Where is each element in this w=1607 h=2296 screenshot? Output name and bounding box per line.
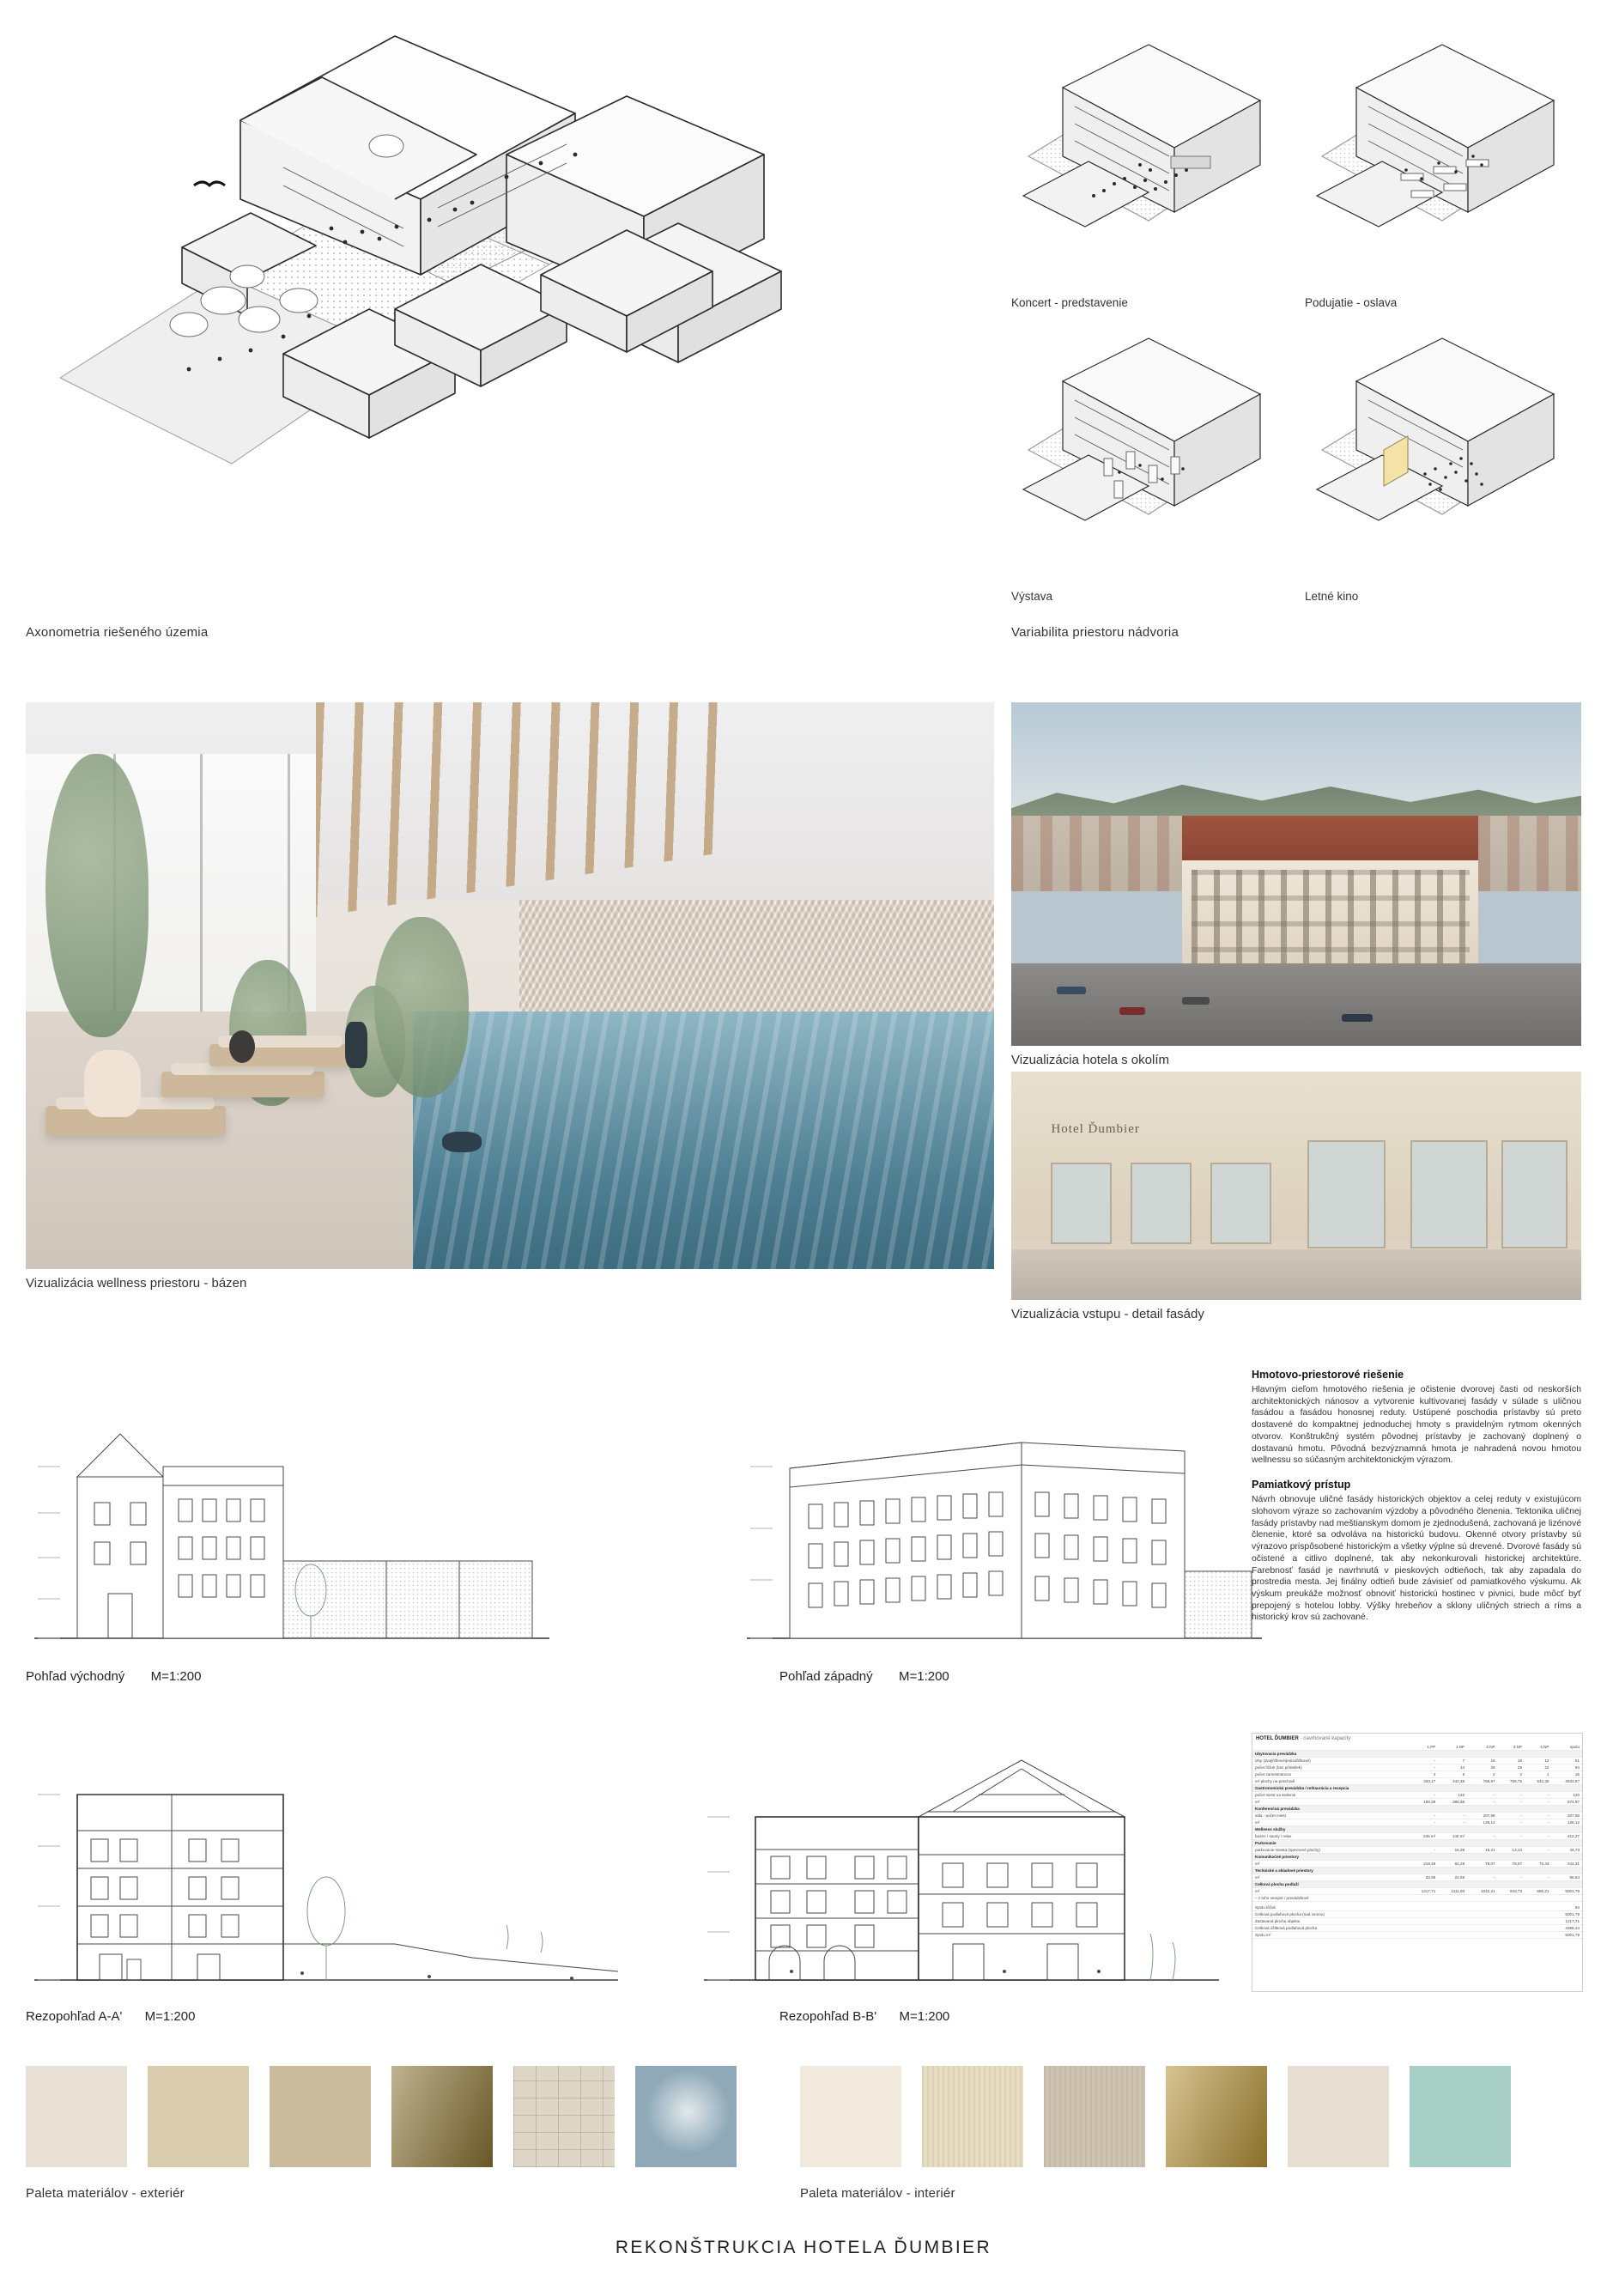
elevation-west-drawing xyxy=(738,1365,1270,1661)
table-cell: 15,21 xyxy=(1467,1847,1497,1854)
table-cell: m² xyxy=(1252,1888,1408,1895)
section-aa-drawing xyxy=(26,1734,627,2001)
section-aa-caption xyxy=(26,2009,195,2024)
material-swatch-mint-akcent xyxy=(1410,2066,1511,2167)
table-cell: Celková plocha podlaží xyxy=(1252,1881,1408,1888)
table-cell xyxy=(1551,1785,1582,1792)
table-row xyxy=(1252,1785,1582,1792)
table-cell xyxy=(1525,1881,1551,1888)
table-cell: parkovacie miesta (spevnené plochy) xyxy=(1252,1847,1408,1854)
car xyxy=(1119,1007,1145,1015)
table-cell: Komunikačné priestory xyxy=(1252,1854,1408,1861)
table-cell: 686,21 xyxy=(1525,1888,1551,1895)
table-cell: 759,75 xyxy=(1498,1778,1525,1785)
section-body-hmotovo: Hlavným cieľom hmotového riešenia je očistenie dvorovej časti od neskorších architektonických nánosov a vytvorenie kultivovanej fasády v súlade s uličnou fasádou a fasádou honosnej reduty. Ustúpené poschodia prístavby sú preto dostavené do kompaktnej jednoduchej hmoty s pravidelným rytmom okenných otvorov. Konštrukčný systém pôvodnej prístavby je zachovaný doplnený o dostavanú hmotu. Pôvodná bezvýznamná hmota je nahradená novou hmotou wellnessu so súčasným architektonickým výrazom. xyxy=(1252,1385,1581,1466)
elevation-east-svg xyxy=(26,1365,558,1661)
table-cell: 29 xyxy=(1467,1765,1497,1771)
table-cell: - xyxy=(1498,1833,1525,1840)
table-cell xyxy=(1438,1881,1467,1888)
car xyxy=(1057,987,1086,994)
table-cell: 1217,71 xyxy=(1408,1888,1438,1895)
table-column-header: 1.PP xyxy=(1408,1744,1438,1751)
variability-caption: Variabilita priestoru nádvoria xyxy=(1011,625,1179,640)
window xyxy=(1210,1163,1270,1243)
material-swatch-omietka-bez xyxy=(270,2066,371,2167)
summary-value: 94 xyxy=(1514,1904,1582,1911)
material-swatch-textil-bez xyxy=(1044,2066,1145,2167)
variant-thumb xyxy=(1305,319,1581,580)
person-figure xyxy=(345,1022,367,1068)
table-cell: 128,12 xyxy=(1551,1819,1582,1826)
table-cell xyxy=(1525,1854,1551,1861)
person-figure xyxy=(229,1030,255,1063)
table-cell xyxy=(1408,1826,1438,1833)
table-cell: 128,12 xyxy=(1467,1819,1497,1826)
table-cell: 207,58 xyxy=(1467,1813,1497,1819)
table-summary xyxy=(1252,1904,1582,1939)
table-row xyxy=(1252,1758,1582,1765)
variant-thumb xyxy=(1305,26,1581,287)
table-cell: 542,30 xyxy=(1525,1778,1551,1785)
table-cell: izby (dvojlôžkové/jednolôžkové) xyxy=(1252,1758,1408,1765)
caption-scale: M=1:200 xyxy=(898,1669,949,1684)
table-cell xyxy=(1498,1840,1525,1847)
section-body-pamiatkovy: Návrh obnovuje uličné fasády historických objektov a celej reduty v existujúcom slohovom výraze so zachovaním výzdoby a pôvodného členenia. Tektonika uličnej fasády prístavby nad meštianskym domom je zjednodušená, zachovaná je lizénové členenie, ktoré sa odvoláva na historickú budovu. Okenné otvory prístavby sú výrazovo prispôsobené historickým a všetky výplne sú drevené. Dvorové fasády sú očistené a citlivo doplnené, tak aby nekonkurovali historickej architektúre. Farebnosť fasád je navrhnutá v pieskových odtieňoch, tak aby zapadala do prostredia mesta. Jej finálny odtieň bude závisieť od pamiatkového výskumu. Ak výskum preukáže možnosť obnoviť historickú hostinec v pivnici, bude môcť byť prepojený s hotelou lobby. Výšky hrebeňov a sklony uličných striech a ríms a historický krov sú zachované. xyxy=(1252,1495,1581,1623)
table-cell: - xyxy=(1525,1833,1551,1840)
caption-text: Pohľad východný xyxy=(26,1669,125,1684)
table-row xyxy=(1252,1799,1582,1806)
table-cell xyxy=(1438,1826,1467,1833)
caption-scale: M=1:200 xyxy=(899,2009,950,2024)
window xyxy=(1410,1140,1488,1248)
palette-interior-caption: Paleta materiálov - interiér xyxy=(800,2186,955,2201)
table-cell: 51 xyxy=(1551,1758,1582,1765)
table-cell xyxy=(1525,1840,1551,1847)
table-cell xyxy=(1551,1840,1582,1847)
table-cell: 16,38 xyxy=(1438,1847,1467,1854)
wellness-render xyxy=(26,702,994,1269)
table-cell: - xyxy=(1525,1819,1551,1826)
table-row xyxy=(1252,1792,1582,1799)
table-header-row xyxy=(1252,1744,1582,1751)
variant-letne-kino xyxy=(1305,319,1581,603)
table-cell: Technické a skladové priestory xyxy=(1252,1868,1408,1874)
table-cell: 44,73 xyxy=(1551,1847,1582,1854)
table-cell: počet zamestnancov xyxy=(1252,1771,1408,1778)
variant-label: Podujatie - oslava xyxy=(1305,296,1398,309)
table-cell xyxy=(1408,1854,1438,1861)
table-cell xyxy=(1551,1895,1582,1902)
table-cell xyxy=(1467,1751,1497,1758)
table-summary-row xyxy=(1252,1911,1582,1918)
table-cell xyxy=(1525,1895,1551,1902)
caption-text: Rezopohľad A-A' xyxy=(26,2009,123,2024)
table-cell: 442,48 xyxy=(1438,1778,1467,1785)
table-cell: - xyxy=(1408,1758,1438,1765)
table-row xyxy=(1252,1888,1582,1895)
hotel-roof xyxy=(1182,816,1478,864)
axonometry-drawing xyxy=(26,17,1004,618)
table-column-header: 2.NP xyxy=(1467,1744,1497,1751)
table-cell xyxy=(1551,1881,1582,1888)
variant-svg xyxy=(1305,26,1581,287)
table-cell xyxy=(1551,1751,1582,1758)
section-heading-pamiatkovy: Pamiatkový prístup xyxy=(1252,1479,1351,1491)
table-cell: 22,66 xyxy=(1438,1874,1467,1881)
table-cell: m² xyxy=(1252,1799,1408,1806)
section-heading-hmotovo: Hmotovo-priestorové riešenie xyxy=(1252,1369,1404,1381)
table-cell: - xyxy=(1408,1813,1438,1819)
table-cell xyxy=(1498,1895,1525,1902)
table-cell: Konferenčná prevádzka xyxy=(1252,1806,1408,1813)
table-row xyxy=(1252,1874,1582,1881)
table-summary-row xyxy=(1252,1918,1582,1925)
table-row xyxy=(1252,1813,1582,1819)
table-cell xyxy=(1408,1751,1438,1758)
caption-scale: M=1:200 xyxy=(150,1669,202,1684)
table-cell xyxy=(1551,1868,1582,1874)
table-cell: - xyxy=(1408,1792,1438,1799)
table-cell xyxy=(1551,1826,1582,1833)
table-column-header: spolu xyxy=(1551,1744,1582,1751)
table-row xyxy=(1252,1840,1582,1847)
table-cell: - xyxy=(1525,1813,1551,1819)
table-cell: - xyxy=(1525,1792,1551,1799)
swimming-pool xyxy=(413,1011,994,1269)
caption-scale: M=1:200 xyxy=(144,2009,196,2024)
swimmer-figure xyxy=(442,1132,482,1152)
table-summary-row xyxy=(1252,1925,1582,1932)
axonometry-caption: Axonometria riešeného územia xyxy=(26,625,209,640)
table-row xyxy=(1252,1868,1582,1874)
elevation-west-svg xyxy=(738,1365,1270,1661)
table-cell xyxy=(1498,1854,1525,1861)
table-cell: - xyxy=(1498,1874,1525,1881)
table-cell xyxy=(1408,1895,1438,1902)
summary-value: 1217,71 xyxy=(1514,1918,1582,1925)
table-cell: 140 m² xyxy=(1438,1833,1467,1840)
table-cell: m² xyxy=(1252,1874,1408,1881)
table-cell: - xyxy=(1498,1792,1525,1799)
table-cell: 768,97 xyxy=(1467,1778,1497,1785)
table-cell: - xyxy=(1438,1813,1467,1819)
caption-text: Rezopohľad B-B' xyxy=(779,2009,877,2024)
table-cell: Parkovanie xyxy=(1252,1840,1408,1847)
elevation-east-caption xyxy=(26,1669,201,1684)
table-cell: 4 xyxy=(1408,1771,1438,1778)
table-cell: - xyxy=(1467,1792,1497,1799)
variant-svg xyxy=(1011,319,1288,580)
table-cell: 511,31 xyxy=(1551,1861,1582,1868)
table-cell: m² xyxy=(1252,1861,1408,1868)
table-cell: 386,58 xyxy=(1438,1799,1467,1806)
table-cell xyxy=(1498,1826,1525,1833)
window xyxy=(1501,1140,1568,1248)
summary-value: 5001,79 xyxy=(1514,1932,1582,1939)
table-cell: - xyxy=(1525,1874,1551,1881)
variant-label: Letné kino xyxy=(1305,590,1359,603)
table-cell: 1042,21 xyxy=(1467,1888,1497,1895)
table-cell: 72,43 xyxy=(1525,1861,1551,1868)
table-cell xyxy=(1408,1806,1438,1813)
context-render xyxy=(1011,702,1581,1046)
summary-label: Spolu m² xyxy=(1252,1932,1514,1939)
table-row xyxy=(1252,1895,1582,1902)
table-row xyxy=(1252,1819,1582,1826)
table-cell: 32,98 xyxy=(1408,1874,1438,1881)
table-cell: - xyxy=(1467,1799,1497,1806)
car xyxy=(1182,997,1210,1005)
table-cell xyxy=(1408,1840,1438,1847)
table-rows xyxy=(1252,1751,1582,1902)
plant-icon xyxy=(374,917,469,1097)
variant-thumb xyxy=(1011,319,1288,580)
window xyxy=(1307,1140,1385,1248)
table-title xyxy=(1252,1734,1582,1744)
table-cell: 16 xyxy=(1467,1758,1497,1765)
table-cell xyxy=(1467,1895,1497,1902)
table-cell: 64,28 xyxy=(1438,1861,1467,1868)
street xyxy=(1011,963,1581,1046)
palette-exterior-caption: Paleta materiálov - exteriér xyxy=(26,2186,185,2201)
table-cell: 2833,67 xyxy=(1551,1778,1582,1785)
section-bb-svg xyxy=(695,1734,1228,2001)
window xyxy=(1051,1163,1111,1243)
car xyxy=(1342,1014,1373,1022)
table-cell: 236 m² xyxy=(1408,1833,1438,1840)
variant-thumb xyxy=(1011,26,1288,287)
table-cell: m² plochy na poschodí xyxy=(1252,1778,1408,1785)
table-cell xyxy=(1408,1868,1438,1874)
material-swatch-kamen-biely xyxy=(1288,2066,1389,2167)
capacity-table xyxy=(1252,1733,1583,1992)
table-subtitle: - navrhované kapacity xyxy=(1300,1736,1351,1741)
table-cell: 55,64 xyxy=(1551,1874,1582,1881)
table-cell: 1 xyxy=(1525,1771,1551,1778)
table-cell xyxy=(1467,1806,1497,1813)
table-cell xyxy=(1498,1751,1525,1758)
hotel-facade xyxy=(1182,860,1478,974)
table-cell: - xyxy=(1467,1833,1497,1840)
table-cell: - xyxy=(1498,1819,1525,1826)
table-column-header: 1.NP xyxy=(1438,1744,1467,1751)
table-row xyxy=(1252,1881,1582,1888)
summary-value: 4389,44 xyxy=(1514,1925,1582,1932)
entry-detail-render xyxy=(1011,1072,1581,1300)
table-cell xyxy=(1467,1881,1497,1888)
table-row xyxy=(1252,1854,1582,1861)
table-cell: 94 xyxy=(1551,1765,1582,1771)
table-cell: Ubytovacia prevádzka xyxy=(1252,1751,1408,1758)
hotel-signage: Hotel Ďumbier xyxy=(1051,1121,1140,1136)
variant-label: Výstava xyxy=(1011,590,1053,603)
table-row xyxy=(1252,1806,1582,1813)
material-swatch-omietka-krem xyxy=(800,2066,901,2167)
table-cell: - xyxy=(1408,1819,1438,1826)
table-cell: m² xyxy=(1252,1819,1408,1826)
table-cell: - xyxy=(1408,1847,1438,1854)
material-swatch-omietka-svetla xyxy=(26,2066,127,2167)
material-swatch-drevo-svetle xyxy=(922,2066,1023,2167)
table-cell xyxy=(1525,1868,1551,1874)
table-cell: 29 xyxy=(1498,1765,1525,1771)
table-cell xyxy=(1438,1854,1467,1861)
table-cell: 207,58 xyxy=(1551,1813,1582,1819)
table-cell: - xyxy=(1525,1799,1551,1806)
table-cell xyxy=(1525,1826,1551,1833)
table-cell: 22 xyxy=(1525,1765,1551,1771)
table-cell xyxy=(1408,1785,1438,1792)
table-row xyxy=(1252,1826,1582,1833)
table-cell: 7 xyxy=(1438,1758,1467,1765)
material-swatch-mosadz xyxy=(1166,2066,1267,2167)
table-cell: počet miest na sedenie xyxy=(1252,1792,1408,1799)
variant-podujatie xyxy=(1305,26,1581,309)
table-cell xyxy=(1438,1806,1467,1813)
table-cell: sála - počet miest xyxy=(1252,1813,1408,1819)
axonometry-svg xyxy=(26,17,1004,618)
section-bb-caption xyxy=(779,2009,949,2024)
section-bb-drawing xyxy=(695,1734,1228,2001)
table-cell: 13,14 xyxy=(1498,1847,1525,1854)
table-row xyxy=(1252,1778,1582,1785)
pavement xyxy=(1011,1249,1581,1300)
table-cell xyxy=(1467,1840,1497,1847)
elevation-west-caption xyxy=(779,1669,949,1684)
variant-svg xyxy=(1011,26,1288,287)
table-cell xyxy=(1438,1785,1467,1792)
variant-svg xyxy=(1305,319,1581,580)
table-cell xyxy=(1438,1840,1467,1847)
table-summary-row xyxy=(1252,1932,1582,1939)
table-cell: 218,46 xyxy=(1408,1861,1438,1868)
table-cell: 574,97 xyxy=(1551,1799,1582,1806)
material-swatch-sklo-modre xyxy=(635,2066,737,2167)
table-cell: 320,17 xyxy=(1408,1778,1438,1785)
section-aa-svg xyxy=(26,1734,627,2001)
table-row xyxy=(1252,1765,1582,1771)
lounger xyxy=(161,1072,324,1097)
material-swatch-kamen-travertin xyxy=(513,2066,615,2167)
variant-label: Koncert - predstavenie xyxy=(1011,296,1128,309)
table-cell xyxy=(1498,1868,1525,1874)
table-cell xyxy=(1525,1785,1551,1792)
table-column-header: 3.NP xyxy=(1498,1744,1525,1751)
material-swatch-kov-bronz xyxy=(391,2066,493,2167)
elevation-east-drawing xyxy=(26,1365,558,1661)
table-cell: 2 xyxy=(1467,1771,1497,1778)
table-row xyxy=(1252,1833,1582,1840)
table-cell: 78,07 xyxy=(1498,1861,1525,1868)
summary-label: Spolu lôžok xyxy=(1252,1904,1514,1911)
table-cell: - xyxy=(1498,1799,1525,1806)
table-cell: 12 xyxy=(1525,1758,1551,1765)
table-cell: 943,73 xyxy=(1498,1888,1525,1895)
table-cell: 16 xyxy=(1498,1758,1525,1765)
table-cell: 2 xyxy=(1498,1771,1525,1778)
window xyxy=(1131,1163,1191,1243)
table-body xyxy=(1252,1744,1582,1902)
table-cell xyxy=(1467,1868,1497,1874)
table-row xyxy=(1252,1771,1582,1778)
wellness-render-caption: Vizualizácia wellness priestoru - bázen xyxy=(26,1276,247,1291)
table-cell xyxy=(1525,1806,1551,1813)
table-cell xyxy=(1498,1785,1525,1792)
table-cell: 412,27 xyxy=(1551,1833,1582,1840)
table-cell: - xyxy=(1438,1819,1467,1826)
summary-value: 5001,79 xyxy=(1514,1911,1582,1918)
description-text-block xyxy=(1252,1369,1581,1636)
table-cell xyxy=(1438,1895,1467,1902)
table-cell: 120 xyxy=(1551,1792,1582,1799)
table-cell: 15 xyxy=(1551,1771,1582,1778)
table-cell: – z toho verejné / prevádzkové xyxy=(1252,1895,1408,1902)
material-swatch-omietka-piesok xyxy=(148,2066,249,2167)
table-cell xyxy=(1498,1806,1525,1813)
table-cell xyxy=(1525,1751,1551,1758)
table-column-header xyxy=(1252,1744,1408,1751)
table-cell: - xyxy=(1498,1813,1525,1819)
table-cell: počet lôžok (bez prísteliek) xyxy=(1252,1765,1408,1771)
table-cell xyxy=(1467,1785,1497,1792)
table-cell: - xyxy=(1467,1874,1497,1881)
table-cell xyxy=(1438,1868,1467,1874)
summary-label: Celková podlahová plocha (nad zemou) xyxy=(1252,1911,1514,1918)
table-cell xyxy=(1408,1881,1438,1888)
variant-koncert xyxy=(1011,26,1288,309)
table-cell xyxy=(1498,1881,1525,1888)
table-cell xyxy=(1438,1751,1467,1758)
table-row xyxy=(1252,1847,1582,1854)
table-summary-row xyxy=(1252,1904,1582,1911)
table-cell: Gastronomická prevádzka / reštaurácia a recepcia xyxy=(1252,1785,1408,1792)
table-cell xyxy=(1467,1854,1497,1861)
table-cell: 14 xyxy=(1438,1765,1467,1771)
table-cell: - xyxy=(1408,1765,1438,1771)
table-cell: 188,39 xyxy=(1408,1799,1438,1806)
table-column-header: 4.NP xyxy=(1525,1744,1551,1751)
table-cell: 6 xyxy=(1438,1771,1467,1778)
table-cell xyxy=(1551,1806,1582,1813)
table-cell: 1111,93 xyxy=(1438,1888,1467,1895)
summary-label: Celková úžitková podlahová plocha xyxy=(1252,1925,1514,1932)
table-cell: - xyxy=(1525,1847,1551,1854)
table-cell xyxy=(1551,1854,1582,1861)
person-figure xyxy=(84,1050,141,1117)
table-cell: bazén / sauny / relax xyxy=(1252,1833,1408,1840)
table-cell: 5001,79 xyxy=(1551,1888,1582,1895)
table-title-text: HOTEL ĎUMBIER xyxy=(1256,1736,1299,1741)
table-cell xyxy=(1467,1826,1497,1833)
table-row xyxy=(1252,1861,1582,1868)
context-render-caption: Vizualizácia hotela s okolím xyxy=(1011,1053,1169,1067)
variant-vystava xyxy=(1011,319,1288,603)
table-cell: 120 xyxy=(1438,1792,1467,1799)
entry-render-caption: Vizualizácia vstupu - detail fasády xyxy=(1011,1307,1204,1321)
summary-label: Zastavaná plocha objektu xyxy=(1252,1918,1514,1925)
table-cell: Wellness služby xyxy=(1252,1826,1408,1833)
caption-text: Pohľad západný xyxy=(779,1669,873,1684)
table-row xyxy=(1252,1751,1582,1758)
board-title: REKONŠTRUKCIA HOTELA ĎUMBIER xyxy=(615,2238,992,2257)
table-cell: 78,07 xyxy=(1467,1861,1497,1868)
